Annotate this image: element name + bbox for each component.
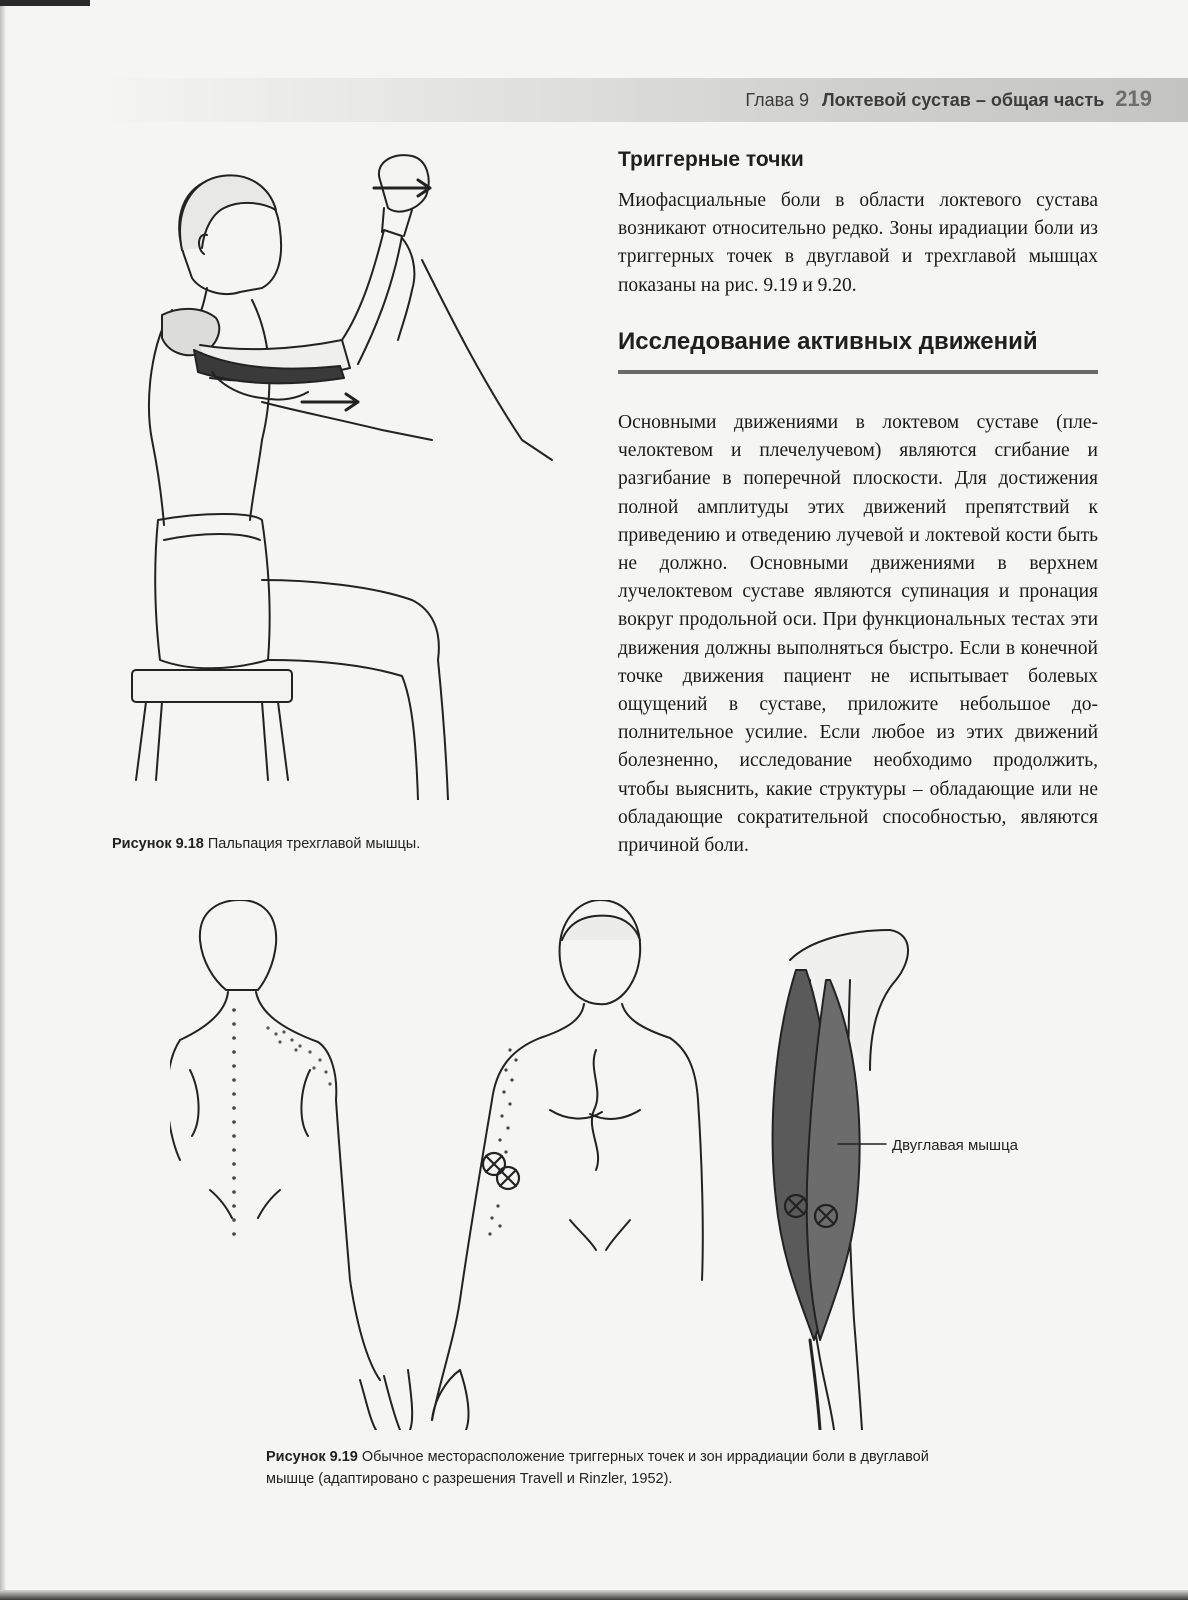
biceps-diagram (773, 930, 908, 1430)
figure-9-19-label: Рисунок 9.19 (266, 1449, 358, 1465)
front-view-figure (432, 900, 703, 1430)
examiner-arm-upper (422, 260, 552, 460)
figure-9-18-caption-text: Пальпация трехглавой мышцы. (207, 836, 421, 852)
patient-hair (180, 175, 276, 250)
figure-9-19-caption-text: Обычное месторасположение триггерных точек и зон иррадиации боли в двуглавой мышце (адаптировано с разрешения Travell и Rinzler, 1952). (266, 1449, 929, 1487)
back-view-figure (170, 900, 412, 1430)
running-header (112, 78, 1188, 122)
patient-shin (438, 660, 448, 800)
figure-9-18-illustration (112, 140, 582, 800)
page-left-edge (0, 0, 6, 1600)
page-bottom-edge (0, 1590, 1188, 1600)
arrow-lower (302, 394, 358, 410)
shoulder-pain-zone (266, 1026, 331, 1085)
chapter-title: Локтевой сустав – общая часть (822, 90, 1105, 110)
trigger-point-markers-arm (483, 1153, 519, 1189)
paragraph-trigger-points: Миофасциальные боли в области локтевого сустава возникают относительно редко. Зоны ирадиации боли из триггерных точек в двуглавой и трехглавой мышцах показаны на рис. 9.19 и 9.20. (618, 190, 1098, 296)
page-top-corner (0, 0, 90, 6)
figure-9-18-caption (112, 833, 552, 855)
heading-rule (618, 370, 1098, 374)
patient-forearm (342, 230, 402, 364)
chapter-number: Глава 9 (745, 90, 810, 110)
patient-chest (250, 300, 269, 520)
heading-active-movements: Исследование активных движений (618, 328, 1038, 355)
figure-9-19-illustration (170, 900, 1070, 1430)
examiner-hand-upper (398, 238, 414, 340)
heading-trigger-points: Триггерные точки (618, 148, 804, 171)
page-number: 219 (1115, 86, 1152, 111)
running-header-text (745, 86, 1152, 112)
figure-9-18-label: Рисунок 9.18 (112, 836, 204, 852)
figure-9-19-caption (266, 1446, 946, 1490)
spine-dots (232, 1008, 236, 1236)
biceps-label: Двуглавая мышца (892, 1137, 1019, 1154)
patient-thigh (262, 580, 439, 660)
arm-pain-zone (488, 1048, 517, 1235)
stool-seat (132, 670, 292, 702)
stool-legs (136, 702, 288, 780)
paragraph-active-movements: Основными движениями в локтевом суставе (плечелоктевом и плечелучевом) являются сгибание и разгибание в поперечной плоскости. Для достижения полной амплитуды этих движений препятствий к приведению и отведению лучевой и локтевой кости быть не должно. Основными движениями в верхнем лучелоктевом суставе являются супинация и пронация вокруг продольной оси. При функциональных тестах эти движения должны выполняться быстро. Если в конечной точке движения пациент не испытывает болевых ощущений в суставе, приложите небольшое дополнительное усилие. Если любое из этих движений болезненно, исследование необходимо продолжить, чтобы выяснить, какие структуры – обладающие или не обладающие сократительной способностью, являются причиной боли. (618, 412, 1098, 857)
